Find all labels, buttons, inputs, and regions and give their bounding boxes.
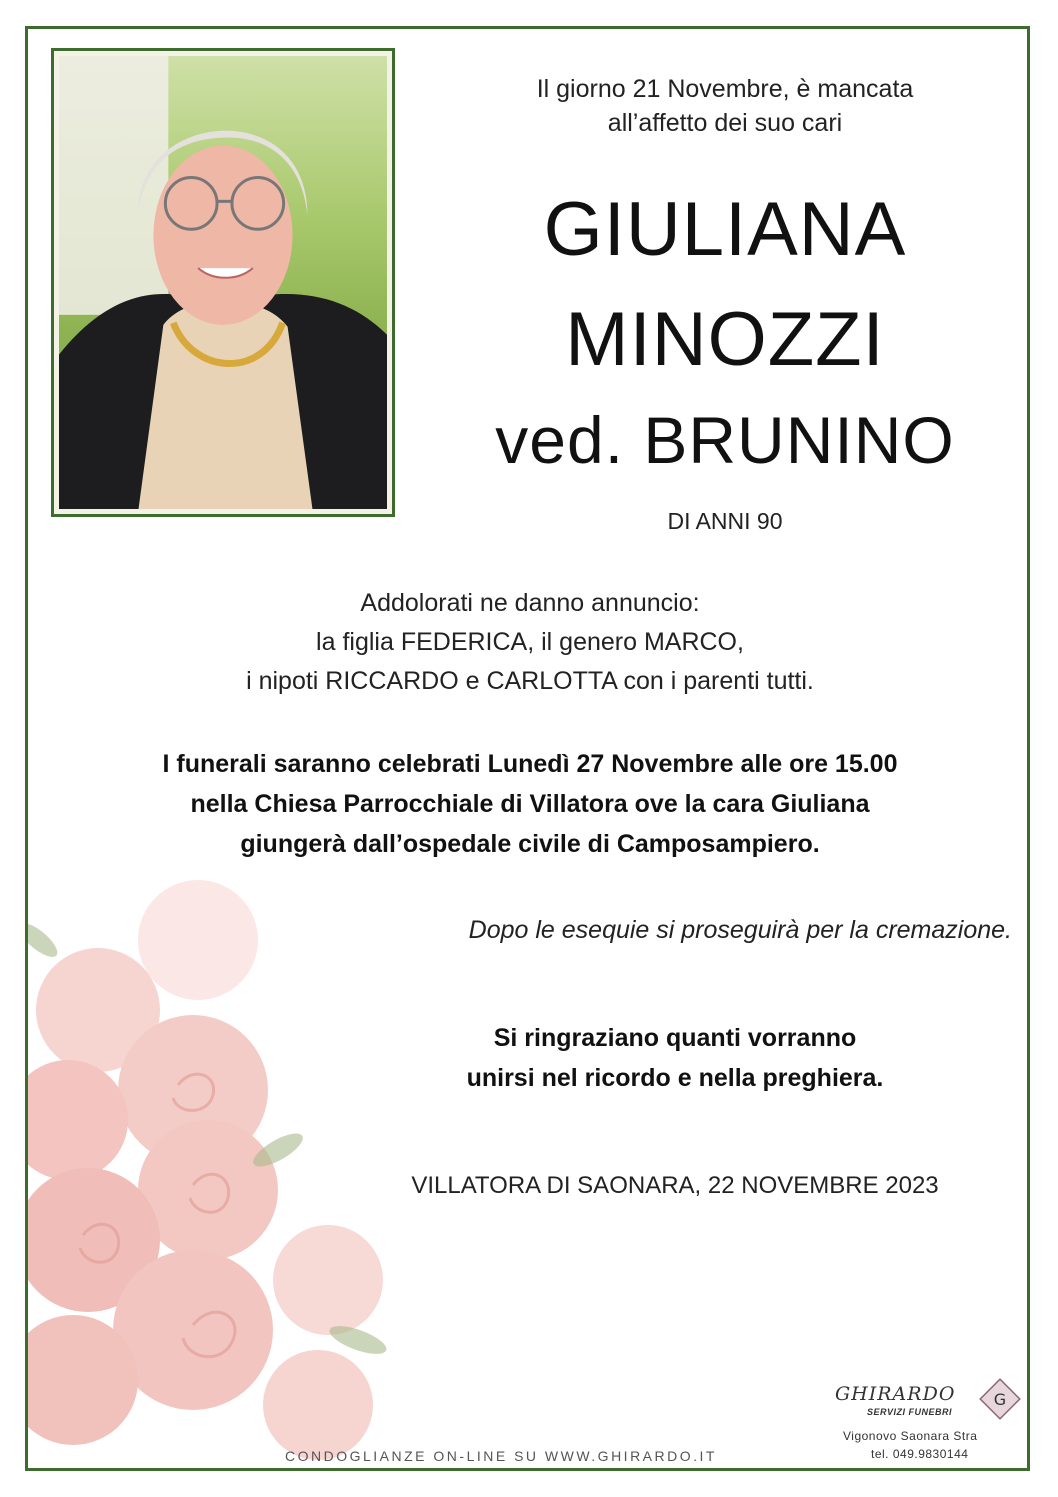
announce-line: la figlia FEDERICA, il genero MARCO,	[316, 628, 744, 656]
thanks-line: unirsi nel ricordo e nella preghiera.	[466, 1064, 884, 1092]
thanks-line: Si ringraziano quanti vorranno	[493, 1024, 857, 1052]
announcement	[100, 584, 960, 701]
deceased-first-name: GIULIANA	[543, 187, 907, 272]
intro-text	[470, 72, 980, 140]
funeral-line: I funerali saranno celebrati Lunedì 27 Novembre alle ore 15.00	[162, 750, 898, 778]
logo-mark-letter: G	[993, 1390, 1007, 1409]
intro-line: all’affetto dei suo cari	[607, 109, 843, 137]
logo-name: GHIRARDO	[835, 1383, 956, 1405]
funeral-home-logo	[835, 1377, 1025, 1467]
announce-line: Addolorati ne danno annuncio:	[360, 589, 700, 617]
thanks-text	[395, 1018, 955, 1098]
portrait-photo	[59, 56, 387, 509]
deceased-widow-name: ved. BRUNINO	[495, 403, 955, 477]
age-text: DI ANNI 90	[667, 508, 783, 534]
roses-decoration	[28, 860, 423, 1468]
cremation-note: Dopo le esequie si proseguirà per la cremazione.	[468, 916, 1012, 944]
logo-diamond-icon	[978, 1377, 1022, 1421]
intro-line: Il giorno 21 Novembre, è mancata	[536, 75, 914, 103]
place-date: VILLATORA DI SAONARA, 22 NOVEMBRE 2023	[411, 1172, 939, 1199]
funeral-info	[60, 744, 1000, 864]
logo-subtitle: SERVIZI FUNEBRI	[867, 1407, 953, 1417]
deceased-last-name: MINOZZI	[565, 297, 885, 382]
portrait-frame	[51, 48, 395, 517]
announce-line: i nipoti RICCARDO e CARLOTTA con i parenti tutti.	[246, 667, 814, 695]
logo-address: Vigonovo Saonara Stra	[843, 1429, 978, 1443]
funeral-line: nella Chiesa Parrocchiale di Villatora ove la cara Giuliana	[190, 790, 870, 818]
condolences-footer: CONDOGLIANZE ON-LINE SU WWW.GHIRARDO.IT	[285, 1448, 717, 1464]
funeral-line: giungerà dall’ospedale civile di Camposampiero.	[240, 830, 820, 858]
logo-phone: tel. 049.9830144	[871, 1447, 969, 1461]
